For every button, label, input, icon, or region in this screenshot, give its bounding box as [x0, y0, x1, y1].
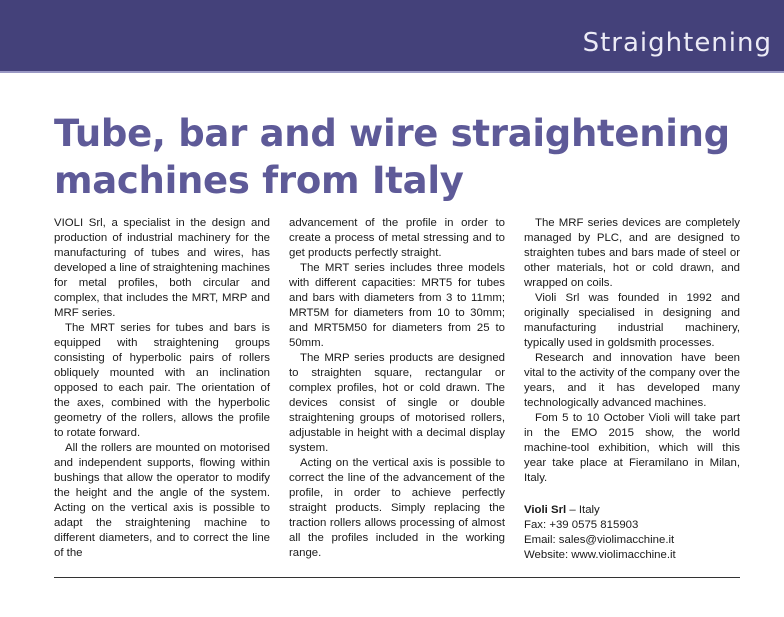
paragraph: All the rollers are mounted on motorised and independent supports, flowing within bushings that allow the operator to modify the height and the angle of the system. Acting on the vertical axis is possible to adapt the straightening machine to different diameters, and to correct the line of the [54, 442, 270, 559]
article-column-1 [54, 216, 270, 561]
section-title: Straightening [582, 28, 772, 58]
paragraph: The MRF series devices are completely managed by PLC, and are designed to straighten tubes and bars made of steel or other materials, hot or cold drawn, and wrapped on coils. [524, 217, 740, 289]
website-address: Website: www.violimacchine.it [524, 549, 676, 561]
company-country: – Italy [566, 504, 600, 516]
contact-block [524, 503, 740, 563]
article-column-2 [289, 216, 505, 561]
paragraph: Fom 5 to 10 October Violi will take part in the EMO 2015 show, the world machine-tool exhibition, which will this year take place at Fieramilano in Milan, Italy. [524, 412, 740, 484]
paragraph: The MRP series products are designed to straighten square, rectangular or complex profiles, hot or cold drawn. The devices consist of single or double straightening groups of motorised rollers, adjustable in height with a decimal display system. [289, 352, 505, 454]
paragraph: Violi Srl was founded in 1992 and originally specialised in designing and manufacturing industrial machinery, typically used in goldsmith processes. [524, 292, 740, 349]
fax-number: Fax: +39 0575 815903 [524, 519, 639, 531]
section-banner [0, 0, 784, 73]
paragraph: The MRT series includes three models with different capacities: MRT5 for tubes and bars with diameters from 3 to 11mm; MRT5M for diameters from 10 to 30mm; and MRT5M50 for diameters from 25 to 50mm. [289, 262, 505, 349]
company-name: Violi Srl [524, 504, 567, 516]
paragraph: The MRT series for tubes and bars is equipped with straightening groups consisting of hyperbolic pairs of rollers obliquely mounted with an inclination opposed to each pair. The orientation of the axes, combined with the hyperbolic geometry of the rollers, allows the profile to rotate forward. [54, 322, 270, 439]
article-headline: Tube, bar and wire straightening machines from Italy [54, 112, 730, 202]
email-address: Email: sales@violimacchine.it [524, 534, 675, 546]
contact-company-line [524, 503, 740, 518]
paragraph: Research and innovation have been vital to the activity of the company over the years, and it has developed many technologically advanced machines. [524, 352, 740, 409]
paragraph: Acting on the vertical axis is possible to correct the line of the advancement of the profile, in order to achieve perfectly straight products. Simply replacing the traction rollers allows processing of almost all the profiles included in the working range. [289, 457, 505, 559]
paragraph: advancement of the profile in order to create a process of metal stressing and to get products perfectly straight. [289, 217, 505, 259]
paragraph: VIOLI Srl, a specialist in the design and production of industrial machinery for the manufacturing of tubes and wires, has developed a line of straightening machines for metal profiles, both circular and complex, that includes the MRT, MRP and MRF series. [54, 217, 270, 319]
article-column-3 [524, 216, 740, 563]
bottom-divider [54, 577, 740, 578]
